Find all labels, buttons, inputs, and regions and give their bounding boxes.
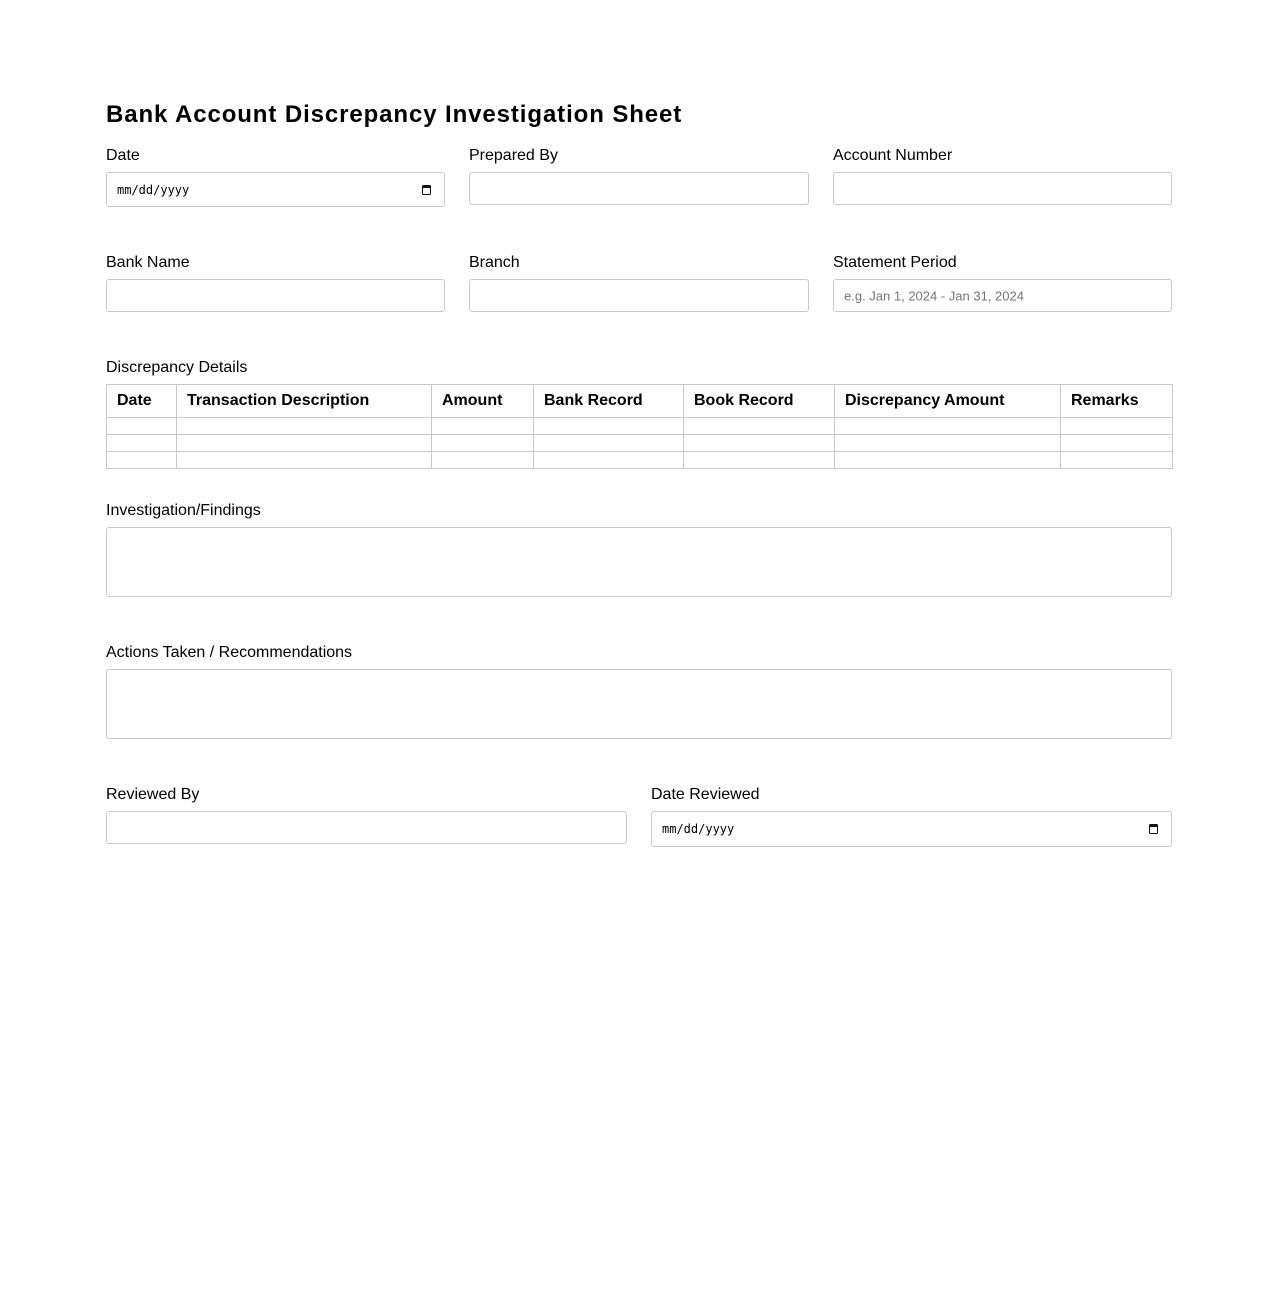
table-cell[interactable] (835, 418, 1061, 435)
table-cell[interactable] (1061, 418, 1173, 435)
calendar-icon[interactable] (422, 185, 431, 195)
date-input[interactable] (106, 172, 445, 207)
table-cell[interactable] (107, 435, 177, 452)
table-row (107, 452, 1173, 469)
date-label: Date (106, 147, 140, 164)
date-reviewed-label: Date Reviewed (651, 786, 760, 803)
prepared-by-label: Prepared By (469, 147, 558, 164)
table-cell[interactable] (432, 435, 534, 452)
calendar-icon[interactable] (1149, 824, 1158, 834)
table-cell[interactable] (684, 452, 835, 469)
column-header-date: Date (107, 385, 177, 418)
column-header-discrepancy-amount: Discrepancy Amount (835, 385, 1061, 418)
table-cell[interactable] (177, 452, 432, 469)
table-cell[interactable] (534, 452, 684, 469)
table-cell[interactable] (1061, 452, 1173, 469)
table-header-row (107, 385, 1173, 418)
findings-label: Investigation/Findings (106, 502, 261, 519)
statement-period-input[interactable] (833, 279, 1172, 312)
column-header-remarks: Remarks (1061, 385, 1173, 418)
bank-name-label: Bank Name (106, 254, 190, 271)
bank-name-input[interactable] (106, 279, 445, 312)
date-reviewed-placeholder: mm/dd/yyyy (662, 822, 735, 836)
table-cell[interactable] (432, 418, 534, 435)
actions-label: Actions Taken / Recommendations (106, 644, 353, 661)
table-cell[interactable] (107, 418, 177, 435)
discrepancy-details-label: Discrepancy Details (106, 359, 248, 376)
page-title: Bank Account Discrepancy Investigation Sheet (106, 101, 683, 128)
table-row (107, 435, 1173, 452)
table-cell[interactable] (684, 418, 835, 435)
table-cell[interactable] (534, 418, 684, 435)
account-number-label: Account Number (833, 147, 953, 164)
date-reviewed-input[interactable] (651, 811, 1172, 847)
table-cell[interactable] (1061, 435, 1173, 452)
prepared-by-input[interactable] (469, 172, 809, 205)
column-header-amount: Amount (432, 385, 534, 418)
column-header-book-record: Book Record (684, 385, 835, 418)
table-cell[interactable] (177, 435, 432, 452)
table-cell[interactable] (684, 435, 835, 452)
table-cell[interactable] (835, 435, 1061, 452)
reviewed-by-label: Reviewed By (106, 786, 200, 803)
table-cell[interactable] (177, 418, 432, 435)
account-number-input[interactable] (833, 172, 1172, 205)
statement-period-label: Statement Period (833, 254, 957, 271)
branch-input[interactable] (469, 279, 809, 312)
table-row (107, 418, 1173, 435)
table-cell[interactable] (835, 452, 1061, 469)
reviewed-by-input[interactable] (106, 811, 627, 844)
findings-textarea[interactable] (106, 527, 1172, 597)
table-cell[interactable] (432, 452, 534, 469)
date-placeholder: mm/dd/yyyy (117, 182, 190, 197)
column-header-bank-record: Bank Record (534, 385, 684, 418)
branch-label: Branch (469, 254, 520, 271)
discrepancy-table (106, 384, 1173, 469)
actions-textarea[interactable] (106, 669, 1172, 739)
column-header-transaction-description: Transaction Description (177, 385, 432, 418)
statement-period-placeholder: e.g. Jan 1, 2024 - Jan 31, 2024 (844, 288, 1024, 303)
table-cell[interactable] (534, 435, 684, 452)
table-cell[interactable] (107, 452, 177, 469)
